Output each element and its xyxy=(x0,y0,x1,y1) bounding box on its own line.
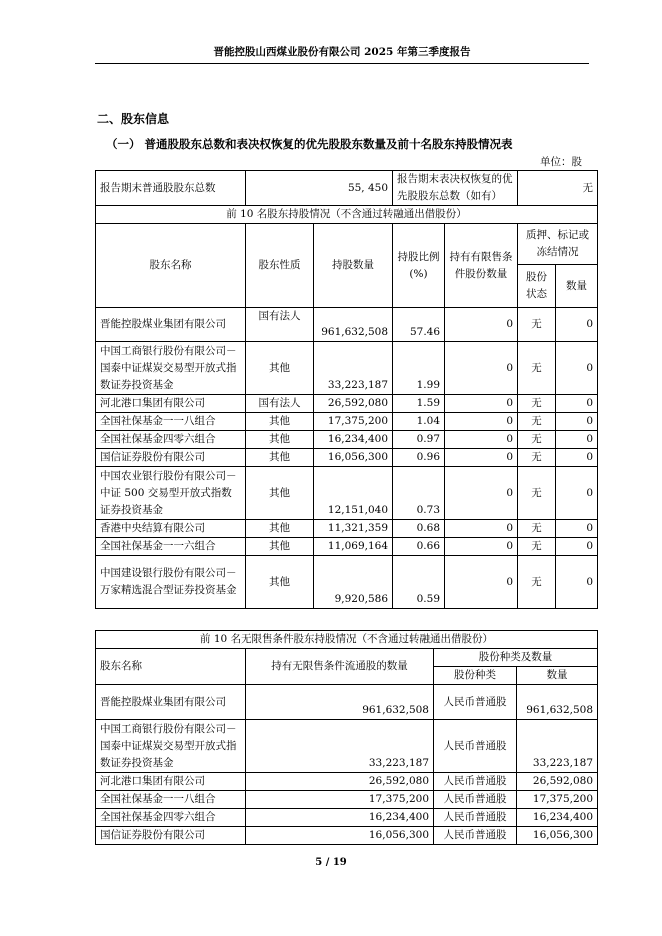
table-row xyxy=(96,431,598,449)
pledge-status: 无 xyxy=(518,342,556,395)
shares-held: 17,375,200 xyxy=(314,413,393,431)
share-qty: 16,056,300 xyxy=(517,827,598,845)
share-ratio: 1.04 xyxy=(393,413,445,431)
share-ratio: 0.68 xyxy=(393,520,445,538)
top10-shareholders-table xyxy=(95,170,598,609)
shareholder-name: 晋能控股煤业集团有限公司 xyxy=(96,685,246,720)
pledge-status: 无 xyxy=(518,538,556,556)
table-row xyxy=(96,395,598,413)
shareholder-nature: 国有法人 xyxy=(246,308,314,342)
shares-held: 9,920,586 xyxy=(314,556,393,609)
shareholder-name: 中国建设银行股份有限公司－万家精选混合型证券投资基金 xyxy=(96,556,246,609)
table-row xyxy=(96,467,598,520)
shareholder-nature: 其他 xyxy=(246,556,314,609)
unrestricted-count: 16,056,300 xyxy=(246,827,434,845)
shares-held: 16,234,400 xyxy=(314,431,393,449)
shareholder-name: 中国工商银行股份有限公司－国泰中证煤炭交易型开放式指数证券投资基金 xyxy=(96,342,246,395)
share-ratio: 0.59 xyxy=(393,556,445,609)
table-row xyxy=(96,773,598,791)
header-qty: 数量 xyxy=(556,265,598,308)
shareholder-nature: 其他 xyxy=(246,467,314,520)
header-name: 股东名称 xyxy=(96,224,246,308)
table-row xyxy=(96,520,598,538)
share-type: 人民币普通股 xyxy=(434,685,517,720)
share-qty: 26,592,080 xyxy=(517,773,598,791)
pledge-status: 无 xyxy=(518,308,556,342)
table-row xyxy=(96,556,598,609)
section-title: 二、股东信息 xyxy=(97,112,170,126)
shares-held: 961,632,508 xyxy=(314,308,393,342)
table-row xyxy=(96,827,598,845)
shareholder-name: 国信证券股份有限公司 xyxy=(96,449,246,467)
shares-held: 11,069,164 xyxy=(314,538,393,556)
share-ratio: 57.46 xyxy=(393,308,445,342)
page-number: 5 / 19 xyxy=(315,857,347,868)
table-caption-row xyxy=(96,631,598,649)
pledge-qty: 0 xyxy=(556,395,598,413)
table-row xyxy=(96,449,598,467)
unit-label: 单位：股 xyxy=(540,156,582,168)
subsection-title: （一） 普通股股东总数和表决权恢复的优先股股东数量及前十名股东持股情况表 xyxy=(106,137,513,151)
shareholder-nature: 其他 xyxy=(246,413,314,431)
share-ratio: 0.97 xyxy=(393,431,445,449)
share-ratio: 0.66 xyxy=(393,538,445,556)
share-qty: 33,223,187 xyxy=(517,720,598,773)
pledge-status: 无 xyxy=(518,520,556,538)
table-row xyxy=(96,791,598,809)
top10-caption: 前 10 名股东持股情况（不含通过转融通出借股份） xyxy=(96,206,598,224)
share-type: 人民币普通股 xyxy=(434,827,517,845)
restricted-shares: 0 xyxy=(445,556,518,609)
restricted-shares: 0 xyxy=(445,467,518,520)
restricted-shares: 0 xyxy=(445,342,518,395)
share-ratio: 0.96 xyxy=(393,449,445,467)
common-holders-label: 报告期末普通股股东总数 xyxy=(96,171,246,206)
shares-held: 16,056,300 xyxy=(314,449,393,467)
unrestricted-count: 26,592,080 xyxy=(246,773,434,791)
pledge-qty: 0 xyxy=(556,342,598,395)
shares-held: 12,151,040 xyxy=(314,467,393,520)
shareholder-nature: 其他 xyxy=(246,342,314,395)
pledge-status: 无 xyxy=(518,467,556,520)
header-share-type: 股份种类 xyxy=(434,667,517,685)
unrestricted-caption: 前 10 名无限售条件股东持股情况（不含通过转融通出借股份） xyxy=(96,631,598,649)
table-row xyxy=(96,685,598,720)
shareholder-nature: 其他 xyxy=(246,431,314,449)
table-row xyxy=(96,720,598,773)
shareholder-name: 全国社保基金一一八组合 xyxy=(96,791,246,809)
pledge-qty: 0 xyxy=(556,413,598,431)
restricted-shares: 0 xyxy=(445,395,518,413)
shareholder-name: 香港中央结算有限公司 xyxy=(96,520,246,538)
header-unrestricted-count: 持有无限售条件流通股的数量 xyxy=(246,649,434,685)
pledge-qty: 0 xyxy=(556,538,598,556)
shareholder-name: 中国农业银行股份有限公司－中证 500 交易型开放式指数证券投资基金 xyxy=(96,467,246,520)
page-header: 晋能控股山西煤业股份有限公司 2025 年第三季度报告 xyxy=(95,44,589,64)
shareholder-name: 晋能控股煤业集团有限公司 xyxy=(96,308,246,342)
shares-held: 33,223,187 xyxy=(314,342,393,395)
shareholder-nature: 其他 xyxy=(246,538,314,556)
unrestricted-count: 16,234,400 xyxy=(246,809,434,827)
pledge-status: 无 xyxy=(518,431,556,449)
summary-row xyxy=(96,171,598,206)
header-status: 股份状态 xyxy=(518,265,556,308)
shareholder-nature: 其他 xyxy=(246,520,314,538)
pledge-status: 无 xyxy=(518,413,556,431)
shareholder-name: 全国社保基金四零六组合 xyxy=(96,431,246,449)
header-row xyxy=(96,224,598,265)
restricted-shares: 0 xyxy=(445,413,518,431)
share-qty: 17,375,200 xyxy=(517,791,598,809)
share-ratio: 1.59 xyxy=(393,395,445,413)
header-name: 股东名称 xyxy=(96,649,246,685)
shareholder-name: 国信证券股份有限公司 xyxy=(96,827,246,845)
pledge-qty: 0 xyxy=(556,556,598,609)
shareholder-name: 全国社保基金一一六组合 xyxy=(96,538,246,556)
shareholder-name: 全国社保基金一一八组合 xyxy=(96,413,246,431)
header-shares: 持股数量 xyxy=(314,224,393,308)
pledge-status: 无 xyxy=(518,449,556,467)
shareholder-name: 河北港口集团有限公司 xyxy=(96,773,246,791)
unrestricted-count: 17,375,200 xyxy=(246,791,434,809)
table-row xyxy=(96,308,598,342)
header-ratio: 持股比例(%) xyxy=(393,224,445,308)
share-type: 人民币普通股 xyxy=(434,720,517,773)
share-qty: 16,234,400 xyxy=(517,809,598,827)
unrestricted-count: 33,223,187 xyxy=(246,720,434,773)
pledge-qty: 0 xyxy=(556,431,598,449)
common-holders-value: 55, 450 xyxy=(246,171,393,206)
pledge-status: 无 xyxy=(518,556,556,609)
restricted-shares: 0 xyxy=(445,538,518,556)
table-row xyxy=(96,538,598,556)
shareholder-nature: 国有法人 xyxy=(246,395,314,413)
restricted-shares: 0 xyxy=(445,431,518,449)
share-type: 人民币普通股 xyxy=(434,791,517,809)
pledge-status: 无 xyxy=(518,395,556,413)
shareholder-name: 全国社保基金四零六组合 xyxy=(96,809,246,827)
preferred-holders-label: 报告期末表决权恢复的优先股股东总数（如有） xyxy=(393,171,518,206)
shareholder-nature: 其他 xyxy=(246,449,314,467)
preferred-holders-value: 无 xyxy=(518,171,598,206)
table-caption-row xyxy=(96,206,598,224)
header-nature: 股东性质 xyxy=(246,224,314,308)
share-type: 人民币普通股 xyxy=(434,773,517,791)
unrestricted-count: 961,632,508 xyxy=(246,685,434,720)
pledge-qty: 0 xyxy=(556,467,598,520)
share-type: 人民币普通股 xyxy=(434,809,517,827)
restricted-shares: 0 xyxy=(445,449,518,467)
share-qty: 961,632,508 xyxy=(517,685,598,720)
share-ratio: 0.73 xyxy=(393,467,445,520)
header-share-qty: 数量 xyxy=(517,667,598,685)
shares-held: 11,321,359 xyxy=(314,520,393,538)
pledge-qty: 0 xyxy=(556,449,598,467)
header-share-type-group: 股份种类及数量 xyxy=(434,649,598,667)
header-restricted: 持有有限售条件股份数量 xyxy=(445,224,518,308)
table-row xyxy=(96,809,598,827)
shares-held: 26,592,080 xyxy=(314,395,393,413)
shareholder-name: 河北港口集团有限公司 xyxy=(96,395,246,413)
pledge-qty: 0 xyxy=(556,308,598,342)
header-pledge: 质押、标记或冻结情况 xyxy=(518,224,598,265)
restricted-shares: 0 xyxy=(445,308,518,342)
top10-unrestricted-table xyxy=(95,630,598,845)
table-row xyxy=(96,413,598,431)
restricted-shares: 0 xyxy=(445,520,518,538)
pledge-qty: 0 xyxy=(556,520,598,538)
share-ratio: 1.99 xyxy=(393,342,445,395)
header-row xyxy=(96,649,598,667)
shareholder-name: 中国工商银行股份有限公司－国泰中证煤炭交易型开放式指数证券投资基金 xyxy=(96,720,246,773)
table-row xyxy=(96,342,598,395)
